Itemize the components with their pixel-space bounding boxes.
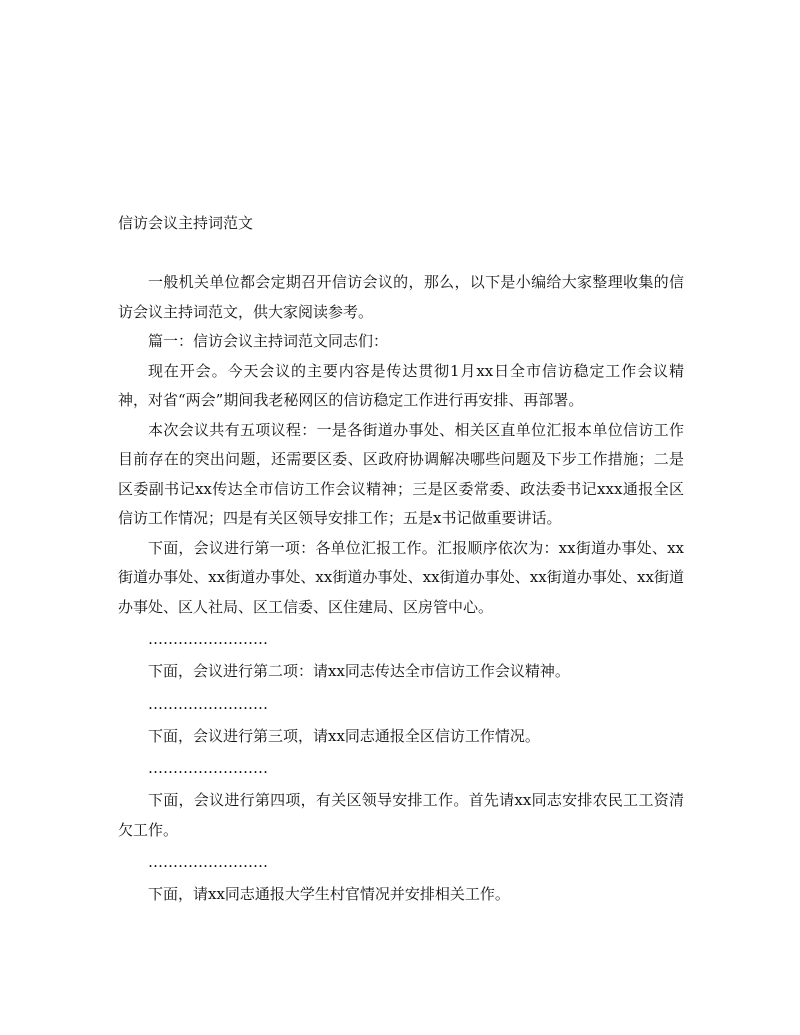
document-title: 信访会议主持词范文 (118, 214, 254, 232)
ellipsis-separator: …………………… (148, 853, 268, 871)
paragraph-item-one: 下面，会议进行第一项：各单位汇报工作。汇报顺序依次为：xx街道办事处、xx街道办事处、xx街道办事处、xx街道办事处、xx街道办事处、xx街道办事处、xx街道办事处、区人社局、区工信委、区住建局、区房管中心。 (118, 538, 684, 616)
paragraph-opening: 现在开会。今天会议的主要内容是传达贯彻1月xx日全市信访稳定工作会议精神，对省“两会”期间我老秘网区的信访稳定工作进行再安排、再部署。 (118, 361, 684, 409)
paragraph-item-four: 下面，会议进行第四项，有关区领导安排工作。首先请xx同志安排农民工工资清欠工作。 (118, 791, 684, 839)
paragraph-closing-item: 下面，请xx同志通报大学生村官情况并安排相关工作。 (148, 885, 510, 903)
paragraph-item-two: 下面，会议进行第二项：请xx同志传达全市信访工作会议精神。 (148, 662, 570, 680)
ellipsis-separator: …………………… (148, 759, 268, 777)
paragraph-section-heading: 篇一：信访会议主持词范文同志们： (148, 332, 389, 350)
paragraph-intro: 一般机关单位都会定期召开信访会议的，那么，以下是小编给大家整理收集的信访会议主持词范文，供大家阅读参考。 (118, 273, 684, 321)
paragraph-agenda: 本次会议共有五项议程：一是各街道办事处、相关区直单位汇报本单位信访工作目前存在的突出问题，还需要区委、区政府协调解决哪些问题及下步工作措施；二是区委副书记xx传达全市信访工作会议精神；三是区委常委、政法委书记xxx通报全区信访工作情况；四是有关区领导安排工作；五是x书记做重要讲话。 (118, 420, 684, 527)
ellipsis-separator: …………………… (148, 694, 268, 713)
document-body (118, 268, 684, 910)
ellipsis-separator: …………………… (148, 630, 268, 648)
paragraph-item-three: 下面，会议进行第三项，请xx同志通报全区信访工作情况。 (148, 726, 540, 745)
